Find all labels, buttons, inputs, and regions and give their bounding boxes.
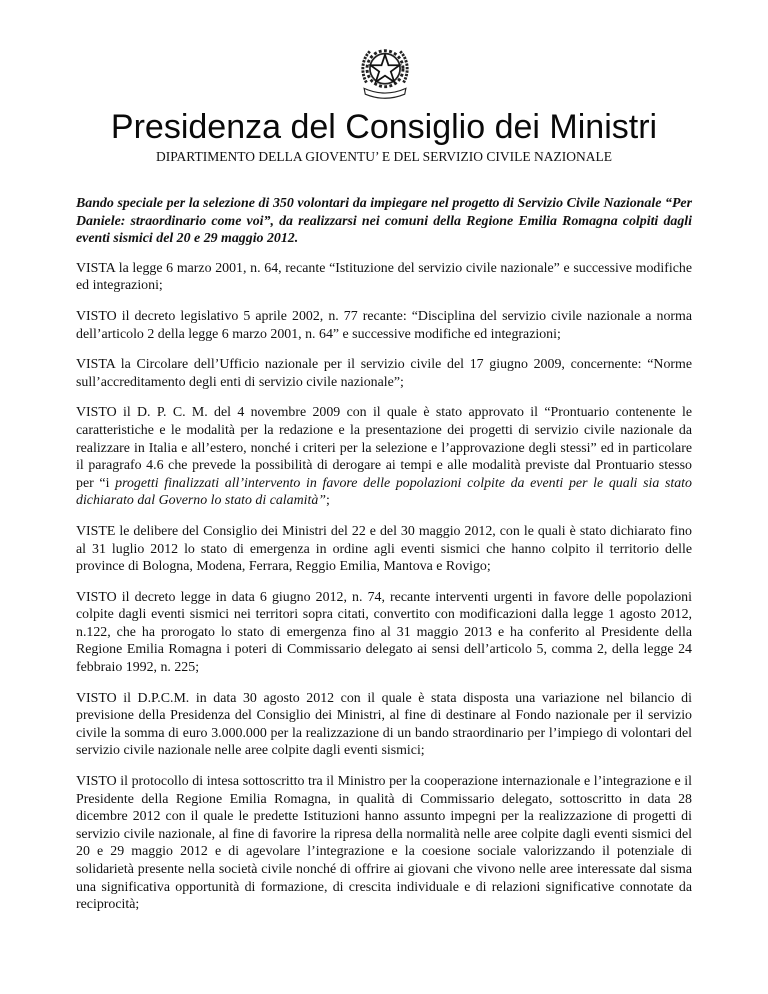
paragraph-delibere: VISTE le delibere del Consiglio dei Ministri del 22 e del 30 maggio 2012, con le quali è stato dichiarato fino al 31 luglio 2012 lo stato di emergenza in ordine agli eventi sismici che hanno colpito il territorio delle province di Bologna, Modena, Ferrara, Reggio Emilia, Mantova e Rovigo; xyxy=(76,523,692,575)
paragraph-decreto-74: VISTO il decreto legge in data 6 giugno 2012, n. 74, recante interventi urgenti in favore delle popolazioni colpite dagli eventi sismici nei territori sopra citati, convertito con modificazioni dalla legge 1 agosto 2012, n.122, che ha prorogato lo stato di emergenza fino al 31 maggio 2013 e ha conferito al Presidente della Regione Emilia Romagna i poteri di Commissario delegato ai sensi dell’articolo 5, comma 2, della legge 24 febbraio 1992, n. 225; xyxy=(76,589,692,676)
italian-republic-emblem-icon xyxy=(356,42,414,100)
paragraph-dpcm-2009 xyxy=(76,404,692,510)
department-subtitle: DIPARTIMENTO DELLA GIOVENTU’ E DEL SERVIZIO CIVILE NAZIONALE xyxy=(156,149,612,164)
paragraph-legge-64: VISTA la legge 6 marzo 2001, n. 64, recante “Istituzione del servizio civile nazionale” e successive modifiche ed integrazioni; xyxy=(76,260,692,294)
dpcm-italic-quote: progetti finalizzati all’intervento in favore delle popolazioni colpite da eventi per le quali sia stato dichiarato dal Governo lo stato di calamità” xyxy=(76,475,692,509)
dpcm-text: VISTO il D. P. C. M. del 4 novembre 2009 con il quale è stato approvato il “Prontuario contenente le caratteristiche e le modalità per la redazione e la presentazione dei progetti di servizio civile nazionale da realizzare in Italia e all’estero, nonché i criteri per la selezione e l’approvazione degli stessi” ed in particolare il paragrafo 4.6 che prevede la possibilità di derogare ai tempi e alle modalità previste dal Prontuario stesso per “i xyxy=(76,405,692,491)
paragraph-protocollo: VISTO il protocollo di intesa sottoscritto tra il Ministro per la cooperazione internazionale e l’integrazione e il Presidente della Regione Emilia Romagna, in qualità di Commissario delegato, sottoscritto in data 28 dicembre 2012 con il quale le predette Istituzioni hanno assunto impegni per la realizzazione di progetti di servizio civile nazionale, al fine di favorire la ripresa della normalità nelle aree colpite dagli eventi sismici del 20 e 29 maggio 2012 e di agevolare l’integrazione e la coesione sociale valorizzando il potenziale di solidarietà presente nella società civile nonché di offrire ai giovani che vivono nelle aree interessate dal sisma una significativa opportunità di formazione, di crescita individuale e di relazioni significative connotate da reciprocità; xyxy=(76,774,692,913)
document-body xyxy=(76,195,692,927)
page-title: Presidenza del Consiglio dei Ministri xyxy=(110,108,658,146)
paragraph-dpcm-2012: VISTO il D.P.C.M. in data 30 agosto 2012 con il quale è stata disposta una variazione nel bilancio di previsione della Presidenza del Consiglio dei Ministri, al fine di destinare al Fondo nazionale per il servizio civile la somma di euro 3.000.000 per la realizzazione di un bando straordinario per l’impiego di volontari del servizio civile nazionale nelle aree colpite dagli eventi sismici; xyxy=(76,690,692,759)
paragraph-circolare: VISTA la Circolare dell’Ufficio nazionale per il servizio civile del 17 giugno 2009, concernente: “Norme sull’accreditamento degli enti di servizio civile nazionale”; xyxy=(76,357,692,390)
announcement-heading: Bando speciale per la selezione di 350 volontari da impiegare nel progetto di Servizio Civile Nazionale “Per Daniele: straordinario come voi”, da realizzarsi nei comuni della Regione Emilia Romagna colpiti dagli eventi sismici del 20 e 29 maggio 2012. xyxy=(76,196,692,247)
paragraph-dlgs-77: VISTO il decreto legislativo 5 aprile 2002, n. 77 recante: “Disciplina del servizio civile nazionale a norma dell’articolo 2 della legge 6 marzo 2001, n. 64” e successive modifiche ed integrazioni; xyxy=(76,308,692,342)
dpcm-end: ; xyxy=(326,493,330,509)
